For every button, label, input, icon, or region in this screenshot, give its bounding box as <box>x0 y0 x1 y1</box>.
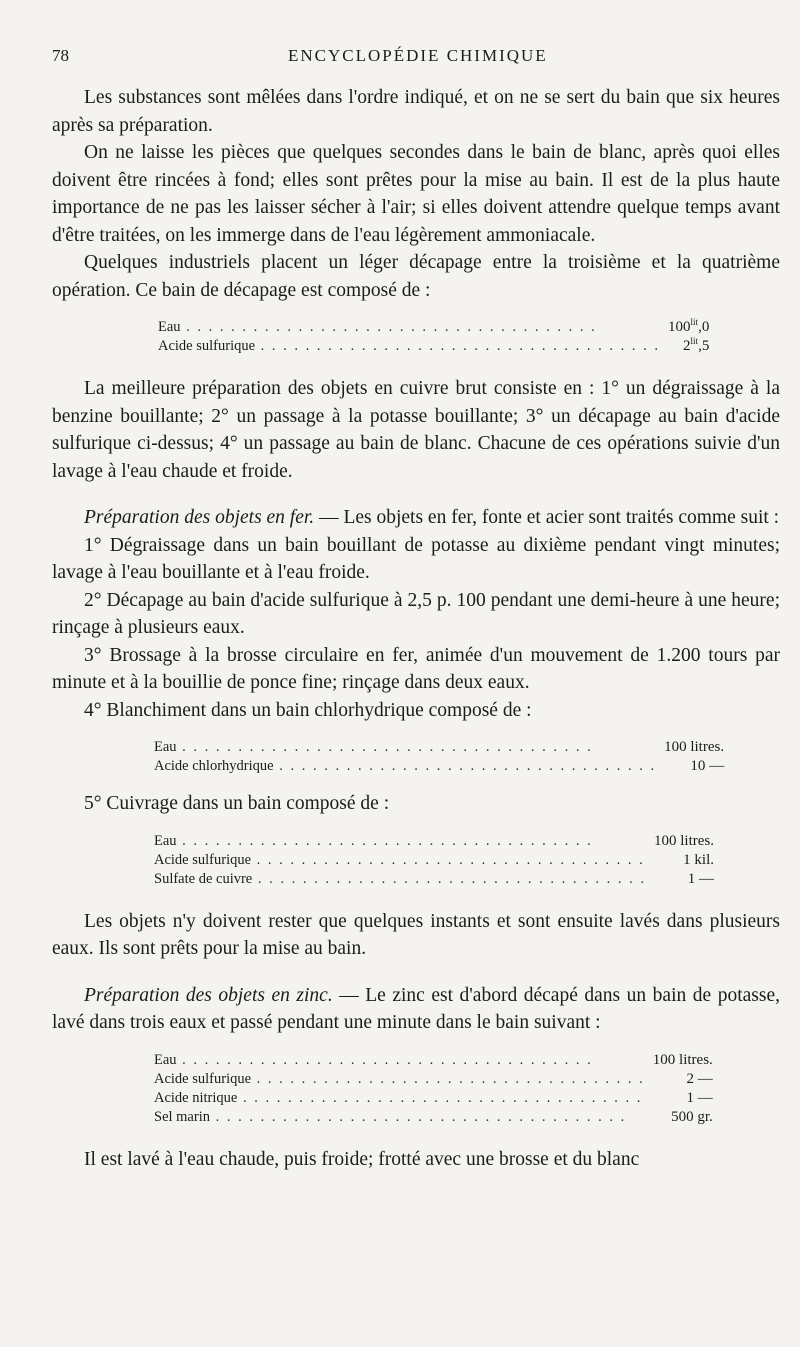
page-number: 78 <box>52 46 69 65</box>
paragraph: La meilleure préparation des objets en cuivre brut consiste en : 1° un dégraissage à la benzine bouillante; 2° un passage à la potasse bouillante; 3° un décapage au bain d'acide sulfurique ci-dessus; 4° un passage au bain de blanc. Chacune de ces opérations suivie d'un lavage à l'eau chaude et froide. <box>52 378 780 482</box>
ingredient-qty: 2 — <box>686 1070 713 1087</box>
ingredient-name: Acide sulfurique <box>158 338 256 354</box>
ingredient-qty: 1 — <box>687 870 714 887</box>
step-2: 2° Décapage au bain d'acide sulfurique à 2,5 p. 100 pendant une demi-heure à une heure; rinçage à plusieurs eaux. <box>52 589 780 638</box>
recipe-row: Acide sulfurique . . . . . . . . . . . . . . . . . . . . . . . . . . . . . . . . . . . . $2^{lit},5$ <box>158 336 710 354</box>
paragraph: Les substances sont mêlées dans l'ordre indiqué, et on ne se sert du bain que six heures après sa préparation. <box>52 87 780 136</box>
ingredient-qty: 500 gr. <box>671 1108 713 1125</box>
recipe-table-zinc <box>154 1051 713 1127</box>
ingredient-qty: 100 litres. <box>652 1051 713 1068</box>
ingredient-name: Sulfate de cuivre <box>154 870 253 887</box>
recipe-table-blanchiment <box>154 738 724 776</box>
recipe-table-cuivrage <box>154 832 714 889</box>
ingredient-qty: 1 — <box>686 1089 713 1106</box>
step-3: 3° Brossage à la brosse circulaire en fer, animée d'un mouvement de 1.200 tours par minute et à la bouillie de ponce fine; rinçage dans deux eaux. <box>52 644 780 693</box>
recipe-row: Eau . . . . . . . . . . . . . . . . . . . . . . . . . . . . . . . . . . . . . 100 litres. <box>154 832 714 849</box>
ingredient-name: Acide nitrique <box>154 1089 238 1106</box>
recipe-row: Eau . . . . . . . . . . . . . . . . . . . . . . . . . . . . . . . . . . . . . $100^{lit},0$ <box>158 317 710 335</box>
recipe-row: Acide sulfurique . . . . . . . . . . . . . . . . . . . . . . . . . . . . . . . . . . . 2 — <box>154 1070 713 1087</box>
ingredient-qty: $2^{lit},5$ <box>683 336 710 354</box>
recipe-row: Acide sulfurique . . . . . . . . . . . . . . . . . . . . . . . . . . . . . . . . . . . 1 kil. <box>154 851 714 868</box>
recipe-row: Acide nitrique . . . . . . . . . . . . . . . . . . . . . . . . . . . . . . . . . . . . 1 — <box>154 1089 713 1106</box>
ingredient-qty: $100^{lit},0$ <box>668 317 710 335</box>
recipe-row: Acide chlorhydrique . . . . . . . . . . . . . . . . . . . . . . . . . . . . . . . . . . 10 — <box>154 758 725 774</box>
ingredient-name: Acide chlorhydrique <box>154 758 274 774</box>
paragraph: Il est lavé à l'eau chaude, puis froide; frotté avec une brosse et du blanc <box>84 1148 640 1170</box>
section-paragraph-zinc: Préparation des objets en zinc. — Le zinc est d'abord décapé dans un bain de potasse, lavé dans trois eaux et passé pendant une minute dans le bain suivant : <box>52 984 780 1033</box>
section-paragraph-fer: Préparation des objets en fer. — Les objets en fer, fonte et acier sont traités comme suit : <box>84 507 780 528</box>
paragraph: On ne laisse les pièces que quelques secondes dans le bain de blanc, après quoi elles doivent être rincées à fond; elles sont prêtes pour la mise au bain. Il est de la plus haute importance de ne pas les laisser sécher à l'air; si elles doivent attendre quelque temps avant d'être traitées, on les immerge dans de l'eau légèrement ammoniacale. <box>52 142 780 246</box>
ingredient-qty: 100 litres. <box>654 832 714 849</box>
recipe-row: Eau . . . . . . . . . . . . . . . . . . . . . . . . . . . . . . . . . . . . . 100 litres. <box>154 739 725 755</box>
body-text <box>52 84 780 1173</box>
recipe-row: Sel marin . . . . . . . . . . . . . . . . . . . . . . . . . . . . . . . . . . . . . 500 gr. <box>154 1108 713 1125</box>
recipe-row: Eau . . . . . . . . . . . . . . . . . . . . . . . . . . . . . . . . . . . . . 100 litres. <box>154 1051 713 1068</box>
ingredient-name: Eau <box>158 319 181 335</box>
ingredient-name: Acide sulfurique <box>154 1070 252 1087</box>
ingredient-name: Eau <box>154 832 177 849</box>
ingredient-name: Acide sulfurique <box>154 851 252 868</box>
step-5: 5° Cuivrage dans un bain composé de : <box>84 793 390 814</box>
running-title: ENCYCLOPÉDIE CHIMIQUE <box>288 46 548 65</box>
ingredient-qty: 100 litres. <box>664 739 725 755</box>
paragraph: Les objets n'y doivent rester que quelques instants et sont ensuite lavés dans plusieurs eaux. Ils sont prêts pour la mise au bain. <box>52 910 780 959</box>
ingredient-qty: 10 — <box>690 758 725 774</box>
ingredient-name: Sel marin <box>154 1108 210 1125</box>
step-4: 4° Blanchiment dans un bain chlorhydrique composé de : <box>84 699 532 721</box>
recipe-table-decapage <box>158 318 709 356</box>
ingredient-name: Eau <box>154 739 177 755</box>
page-header <box>52 46 780 70</box>
ingredient-qty: 1 kil. <box>683 851 714 868</box>
section-title-zinc: Préparation des objets en zinc. <box>84 984 333 1006</box>
paragraph: Quelques industriels placent un léger décapage entre la troisième et la quatrième opération. Ce bain de décapage est composé de : <box>52 252 780 301</box>
step-1: 1° Dégraissage dans un bain bouillant de potasse au dixième pendant vingt minutes; lavage à l'eau bouillante et à l'eau froide. <box>52 534 780 583</box>
section-title-fer: Préparation des objets en fer. <box>84 507 315 528</box>
ingredient-name: Eau <box>154 1051 177 1068</box>
recipe-row: Sulfate de cuivre . . . . . . . . . . . . . . . . . . . . . . . . . . . . . . . . . . . 1 — <box>154 870 714 887</box>
